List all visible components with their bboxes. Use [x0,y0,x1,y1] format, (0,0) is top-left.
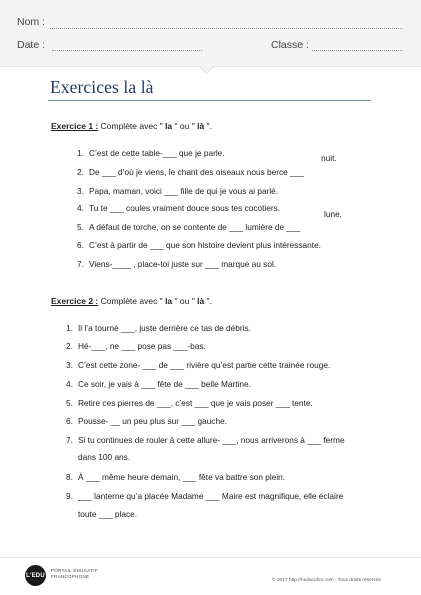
exercise2-item [66,341,206,351]
exercise1-overflow-lune: lune. [324,209,342,219]
exercise1-option-là: là [197,121,205,131]
item-text: Ce soir, je vais à ___ fête de ___ belle Martine. [78,379,251,389]
exercise2-option-la: la [165,296,173,306]
date-label: Date : [17,39,46,51]
item-text: C’est à partir de ___ que son histoire devient plus intéressante. [89,240,321,250]
classe-label: Classe : [271,39,309,51]
item-number: 1. [77,148,84,158]
exercise1-item [77,222,300,232]
exercise2-item-continuation [66,509,137,519]
date-line[interactable] [52,50,202,51]
exercise2-option-là: là [197,296,205,306]
item-number: 2. [77,167,84,177]
item-number: 4. [66,379,73,389]
item-text: toute ___ place. [78,509,138,519]
brand-line2: FRANCOPHONE [51,574,90,579]
item-text: ___ lanterne qu’a placée Madame ___ Maire est magnifique, elle éclaire [78,491,344,501]
item-number: 9. [66,491,73,501]
item-number: 2. [66,341,73,351]
item-number: 3. [66,360,73,370]
exercise2-item [66,491,343,501]
exercise1-instruction-end: ". [204,121,212,131]
item-text: Viens-____ , place-toi juste sur ___ marque au sol. [89,259,277,269]
exercise2-item [66,360,330,370]
copyright-notice: © 2017 http://l-educofon.com - Tous droits réservés [272,578,381,583]
item-text: Il l’a tourné ___, juste derrière ce tas de débris. [78,323,251,333]
item-text: Si tu continues de rouler à cette allure- ___, nous arriverons à ___ ferme [78,435,345,445]
exercise2-item [66,416,227,426]
exercise2-item [66,379,251,389]
brand-text [51,568,98,580]
brand-line1: PORTAIL ÉDUCATIF [51,568,98,573]
exercise2-instruction: Complète avec " [98,296,166,306]
nom-line[interactable] [50,28,403,29]
item-text: De ___ d’où je viens, le chant des oiseaux nous berce ___ [89,167,304,177]
exercise1-item [77,203,280,213]
item-number: 6. [77,240,84,250]
exercise2-item [66,398,313,408]
exercise2-label: Exercice 2 : [51,296,99,306]
item-number: 1. [66,323,73,333]
exercise2-instruction-end: ". [204,296,212,306]
page-title: Exercices la là [50,77,154,97]
exercise1-label: Exercice 1 : [51,121,99,131]
exercise2-item [66,472,285,482]
title-divider [48,100,371,101]
item-text: A défaut de torche, on se contente de ___ lumière de ___ [89,222,301,232]
nom-label: Nom : [17,16,46,28]
item-number: 3. [77,186,84,196]
exercise1-instruction: Complète avec " [98,121,166,131]
logo-text: L'EDU [26,572,45,579]
item-number: 7. [77,259,84,269]
exercise2-item [66,435,345,445]
item-number: 7. [66,435,73,445]
footer-divider [0,557,421,558]
exercise2-item [66,323,251,333]
item-text: C’est cette zone- ___ de ___ rivière qu’est partie cette trainée rouge. [78,360,331,370]
item-text: À ___ même heure demain, ___ fête va battre son plein. [78,472,286,482]
item-number: 5. [77,222,84,232]
exercise1-item [77,167,304,177]
exercise2-instruction-mid: " ou " [172,296,198,306]
classe-line[interactable] [312,50,403,51]
exercise1-overflow-nuit: nuit. [321,153,337,163]
item-text: Hé-___, ne ___ pose pas ___-bas. [78,341,206,351]
item-text: Papa, maman, voici ___ fille de qui je vous ai parlé. [89,186,279,196]
item-text: dans 100 ans. [78,452,131,462]
item-number: 4. [77,203,84,213]
exercise2-item-continuation [66,452,130,462]
exercise1-instruction-mid: " ou " [172,121,198,131]
exercise1-option-la: la [165,121,173,131]
item-number: 8. [66,472,73,482]
item-number: 5. [66,398,73,408]
leducofon-logo [25,565,46,586]
exercise1-heading [51,121,212,131]
exercise1-item [77,186,278,196]
item-text: Tu te ___ coules vraiment douce sous tes cocotiers. [89,203,281,213]
exercise1-item [77,240,321,250]
exercise1-item [77,148,225,158]
item-text: Pousse- __ un peu plus sur ___ gauche. [78,416,227,426]
item-number: 6. [66,416,73,426]
item-text: Retire ces pierres de ___, c’est ___ que je vais poser ___ tente. [78,398,313,408]
worksheet-header [0,0,421,67]
exercise1-item [77,259,276,269]
item-text: C’est de cette table-___ que je parle. [89,148,225,158]
exercise2-heading [51,296,212,306]
